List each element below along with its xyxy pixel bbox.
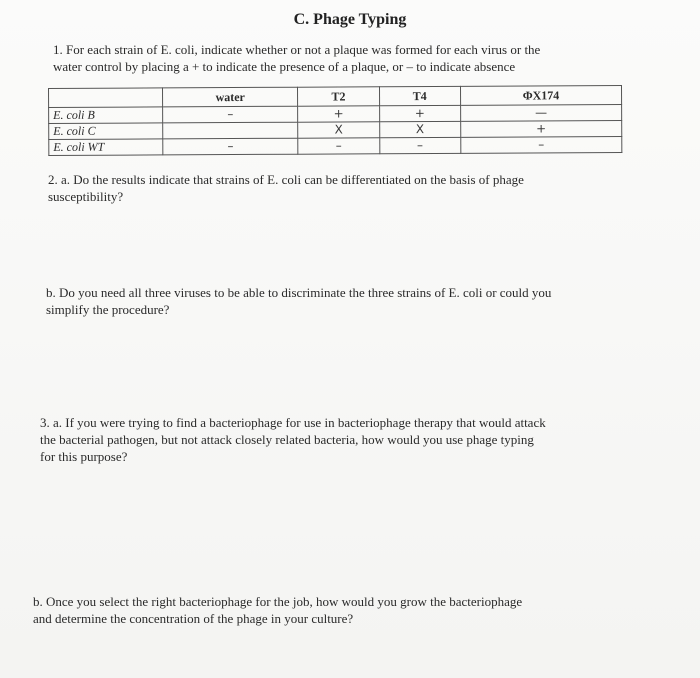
question-3b <box>33 593 653 627</box>
question-2a <box>48 171 648 205</box>
header-phix174: ΦX174 <box>460 85 621 105</box>
header-t4: T4 <box>379 86 460 105</box>
question-3b-line-1: b. Once you select the right bacteriophage for the job, how would you grow the bacteriophage <box>33 594 523 609</box>
result-cell-t2: – <box>298 138 379 154</box>
question-3a-line-2: the bacterial pathogen, but not attack closely related bacteria, how would you use phage typing <box>40 432 534 447</box>
question-1 <box>53 41 653 75</box>
phage-typing-table <box>48 85 622 156</box>
question-2b <box>46 284 666 318</box>
question-3b-line-2: and determine the concentration of the phage in your culture? <box>33 611 354 626</box>
question-2b-line-2: simplify the procedure? <box>46 302 170 317</box>
strain-cell: E. coli B <box>49 107 163 124</box>
question-2a-line-1: 2. a. Do the results indicate that strains of E. coli can be differentiated on the basis of phage <box>48 172 524 187</box>
table-row <box>49 136 622 155</box>
result-cell-t4: + <box>379 105 460 121</box>
strain-cell: E. coli WT <box>49 139 163 156</box>
result-cell-t4: X <box>379 121 460 137</box>
result-cell-water: – <box>163 138 298 155</box>
question-1-line-2: water control by placing a + to indicate the presence of a plaque, or – to indicate absence <box>53 59 516 74</box>
result-cell-water <box>163 122 298 139</box>
header-strain <box>49 88 163 108</box>
question-3a-line-1: 3. a. If you were trying to find a bacteriophage for use in bacteriophage therapy that would attack <box>40 415 546 430</box>
header-t2: T2 <box>298 87 379 106</box>
question-2b-line-1: b. Do you need all three viruses to be able to discriminate the three strains of E. coli or could you <box>46 285 552 300</box>
question-2a-line-2: susceptibility? <box>48 189 124 204</box>
header-water: water <box>163 87 298 107</box>
result-cell-t2: X <box>298 122 379 138</box>
question-1-line-1: 1. For each strain of E. coli, indicate whether or not a plaque was formed for each virus or the <box>53 42 541 57</box>
result-cell-t4: – <box>379 137 460 153</box>
page-title: C. Phage Typing <box>293 11 407 28</box>
strain-cell: E. coli C <box>49 123 163 140</box>
question-3a <box>40 414 660 465</box>
result-cell-t2: + <box>298 106 379 122</box>
result-cell-water: – <box>163 106 298 123</box>
result-cell-phix174: – <box>461 136 622 153</box>
result-cell-phix174: — <box>460 104 621 121</box>
question-3a-line-3: for this purpose? <box>40 449 128 464</box>
result-cell-phix174: + <box>461 120 622 137</box>
